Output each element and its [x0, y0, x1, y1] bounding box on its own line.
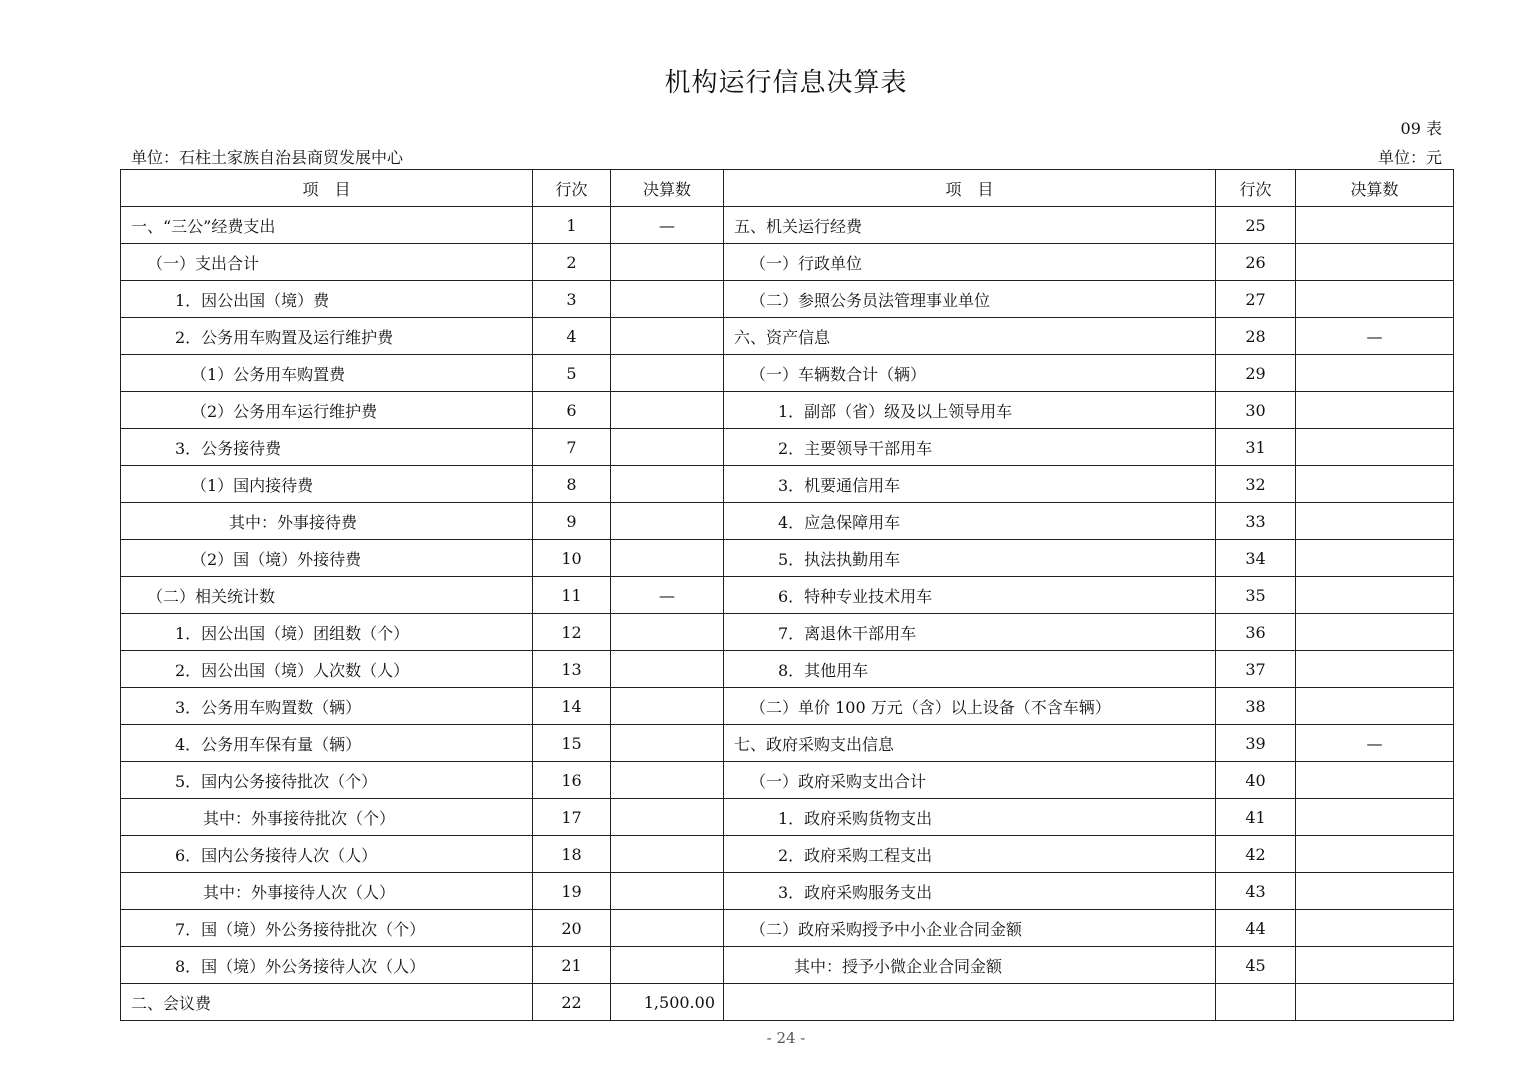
left-item-label: （1）国内接待费	[121, 466, 533, 503]
right-row-number: 26	[1216, 244, 1296, 281]
right-row-number: 45	[1216, 947, 1296, 984]
right-item-label: 5．执法执勤用车	[724, 540, 1216, 577]
left-item-label: 一、“三公”经费支出	[121, 207, 533, 244]
right-item-label: 8．其他用车	[724, 651, 1216, 688]
left-row-number: 4	[533, 318, 611, 355]
right-amount	[1296, 392, 1454, 429]
left-item-label: 4．公务用车保有量（辆）	[121, 725, 533, 762]
right-amount	[1296, 688, 1454, 725]
right-item-label: 七、政府采购支出信息	[724, 725, 1216, 762]
left-row-number: 12	[533, 614, 611, 651]
right-item-label: 其中：授予小微企业合同金额	[724, 947, 1216, 984]
right-row-number: 29	[1216, 355, 1296, 392]
right-row-number: 32	[1216, 466, 1296, 503]
left-row-number: 20	[533, 910, 611, 947]
left-amount	[611, 688, 724, 725]
left-item-label: 3．公务接待费	[121, 429, 533, 466]
right-row-number: 41	[1216, 799, 1296, 836]
left-item-label: （1）公务用车购置费	[121, 355, 533, 392]
right-item-label: （一）车辆数合计（辆）	[724, 355, 1216, 392]
right-row-number: 39	[1216, 725, 1296, 762]
table-row	[121, 540, 1454, 577]
right-amount	[1296, 910, 1454, 947]
left-row-number: 10	[533, 540, 611, 577]
left-amount	[611, 725, 724, 762]
header-item-right: 项 目	[724, 170, 1216, 207]
header-item-left: 项 目	[121, 170, 533, 207]
right-amount	[1296, 614, 1454, 651]
left-item-label: （一）支出合计	[121, 244, 533, 281]
right-amount	[1296, 244, 1454, 281]
left-amount	[611, 651, 724, 688]
left-row-number: 13	[533, 651, 611, 688]
right-amount: —	[1296, 318, 1454, 355]
right-row-number: 37	[1216, 651, 1296, 688]
right-amount	[1296, 836, 1454, 873]
right-row-number: 28	[1216, 318, 1296, 355]
right-item-label: （二）单价 100 万元（含）以上设备（不含车辆）	[724, 688, 1216, 725]
left-amount	[611, 355, 724, 392]
table-row	[121, 947, 1454, 984]
left-amount	[611, 873, 724, 910]
left-amount	[611, 429, 724, 466]
left-row-number: 18	[533, 836, 611, 873]
table-row	[121, 244, 1454, 281]
right-row-number: 36	[1216, 614, 1296, 651]
left-item-label: 2．公务用车购置及运行维护费	[121, 318, 533, 355]
right-item-label: （二）参照公务员法管理事业单位	[724, 281, 1216, 318]
table-row	[121, 281, 1454, 318]
right-amount	[1296, 207, 1454, 244]
right-row-number: 38	[1216, 688, 1296, 725]
right-amount	[1296, 355, 1454, 392]
table-row	[121, 466, 1454, 503]
table-row	[121, 984, 1454, 1021]
left-item-label: 其中：外事接待批次（个）	[121, 799, 533, 836]
right-amount	[1296, 577, 1454, 614]
left-item-label: 5．国内公务接待批次（个）	[121, 762, 533, 799]
right-item-label: 2．主要领导干部用车	[724, 429, 1216, 466]
left-row-number: 21	[533, 947, 611, 984]
right-row-number: 27	[1216, 281, 1296, 318]
left-amount	[611, 392, 724, 429]
right-row-number: 42	[1216, 836, 1296, 873]
header-row-no-left: 行次	[533, 170, 611, 207]
left-row-number: 7	[533, 429, 611, 466]
left-row-number: 2	[533, 244, 611, 281]
left-row-number: 5	[533, 355, 611, 392]
left-amount	[611, 540, 724, 577]
left-amount	[611, 910, 724, 947]
right-amount	[1296, 799, 1454, 836]
table-row	[121, 318, 1454, 355]
left-amount	[611, 762, 724, 799]
table-row	[121, 577, 1454, 614]
left-row-number: 16	[533, 762, 611, 799]
header-amount-right: 决算数	[1296, 170, 1454, 207]
right-item-label: （一）政府采购支出合计	[724, 762, 1216, 799]
form-number: 09 表	[1400, 119, 1442, 138]
right-row-number: 30	[1216, 392, 1296, 429]
right-amount	[1296, 281, 1454, 318]
page-number: - 24 -	[766, 1029, 806, 1047]
left-amount: —	[611, 577, 724, 614]
left-row-number: 19	[533, 873, 611, 910]
table-row	[121, 429, 1454, 466]
left-row-number: 9	[533, 503, 611, 540]
right-row-number: 34	[1216, 540, 1296, 577]
right-amount	[1296, 947, 1454, 984]
right-row-number: 40	[1216, 762, 1296, 799]
left-row-number: 14	[533, 688, 611, 725]
left-item-label: 其中：外事接待费	[121, 503, 533, 540]
page-title: 机构运行信息决算表	[664, 68, 908, 98]
right-row-number: 33	[1216, 503, 1296, 540]
right-amount	[1296, 762, 1454, 799]
right-amount	[1296, 429, 1454, 466]
right-amount	[1296, 651, 1454, 688]
right-row-number	[1216, 984, 1296, 1021]
left-amount	[611, 614, 724, 651]
operation-info-table	[120, 169, 1454, 1021]
right-item-label: （二）政府采购授予中小企业合同金额	[724, 910, 1216, 947]
right-amount: —	[1296, 725, 1454, 762]
right-amount	[1296, 540, 1454, 577]
table-row	[121, 651, 1454, 688]
left-row-number: 17	[533, 799, 611, 836]
table-row	[121, 207, 1454, 244]
left-row-number: 8	[533, 466, 611, 503]
header-row-no-right: 行次	[1216, 170, 1296, 207]
table-row	[121, 688, 1454, 725]
left-amount	[611, 281, 724, 318]
right-row-number: 35	[1216, 577, 1296, 614]
right-amount	[1296, 873, 1454, 910]
table-row	[121, 873, 1454, 910]
left-item-label: 1．因公出国（境）费	[121, 281, 533, 318]
table-header-row	[121, 170, 1454, 207]
table-row	[121, 762, 1454, 799]
left-row-number: 3	[533, 281, 611, 318]
right-row-number: 25	[1216, 207, 1296, 244]
left-item-label: 2．因公出国（境）人次数（人）	[121, 651, 533, 688]
header-amount-left: 决算数	[611, 170, 724, 207]
left-item-label: 二、会议费	[121, 984, 533, 1021]
right-row-number: 44	[1216, 910, 1296, 947]
left-amount	[611, 318, 724, 355]
left-row-number: 11	[533, 577, 611, 614]
left-item-label: 7．国（境）外公务接待批次（个）	[121, 910, 533, 947]
right-item-label: 五、机关运行经费	[724, 207, 1216, 244]
right-row-number: 43	[1216, 873, 1296, 910]
left-item-label: 8．国（境）外公务接待人次（人）	[121, 947, 533, 984]
right-item-label: 1．副部（省）级及以上领导用车	[724, 392, 1216, 429]
left-item-label: 3．公务用车购置数（辆）	[121, 688, 533, 725]
left-row-number: 1	[533, 207, 611, 244]
right-item-label: 6．特种专业技术用车	[724, 577, 1216, 614]
left-item-label: （2）公务用车运行维护费	[121, 392, 533, 429]
right-item-label: 六、资产信息	[724, 318, 1216, 355]
unit-organization: 单位：石柱土家族自治县商贸发展中心	[131, 148, 404, 167]
right-item-label: 4．应急保障用车	[724, 503, 1216, 540]
right-item-label: 3．政府采购服务支出	[724, 873, 1216, 910]
right-row-number: 31	[1216, 429, 1296, 466]
left-item-label: 6．国内公务接待人次（人）	[121, 836, 533, 873]
left-item-label: 其中：外事接待人次（人）	[121, 873, 533, 910]
unit-currency: 单位：元	[1377, 148, 1442, 167]
right-amount	[1296, 466, 1454, 503]
table-row	[121, 836, 1454, 873]
left-item-label: （2）国（境）外接待费	[121, 540, 533, 577]
left-row-number: 15	[533, 725, 611, 762]
right-amount	[1296, 503, 1454, 540]
left-item-label: （二）相关统计数	[121, 577, 533, 614]
left-amount: —	[611, 207, 724, 244]
left-amount	[611, 947, 724, 984]
left-amount	[611, 503, 724, 540]
left-amount: 1,500.00	[611, 984, 724, 1021]
left-row-number: 6	[533, 392, 611, 429]
left-row-number: 22	[533, 984, 611, 1021]
table-row	[121, 725, 1454, 762]
right-item-label: 3．机要通信用车	[724, 466, 1216, 503]
right-item-label: 1．政府采购货物支出	[724, 799, 1216, 836]
left-amount	[611, 836, 724, 873]
table-row	[121, 910, 1454, 947]
table-row	[121, 503, 1454, 540]
left-amount	[611, 244, 724, 281]
table-row	[121, 799, 1454, 836]
table-row	[121, 355, 1454, 392]
table-row	[121, 614, 1454, 651]
table-row	[121, 392, 1454, 429]
right-item-label: （一）行政单位	[724, 244, 1216, 281]
right-amount	[1296, 984, 1454, 1021]
right-item-label	[724, 984, 1216, 1021]
left-amount	[611, 799, 724, 836]
left-amount	[611, 466, 724, 503]
right-item-label: 7．离退休干部用车	[724, 614, 1216, 651]
right-item-label: 2．政府采购工程支出	[724, 836, 1216, 873]
left-item-label: 1．因公出国（境）团组数（个）	[121, 614, 533, 651]
